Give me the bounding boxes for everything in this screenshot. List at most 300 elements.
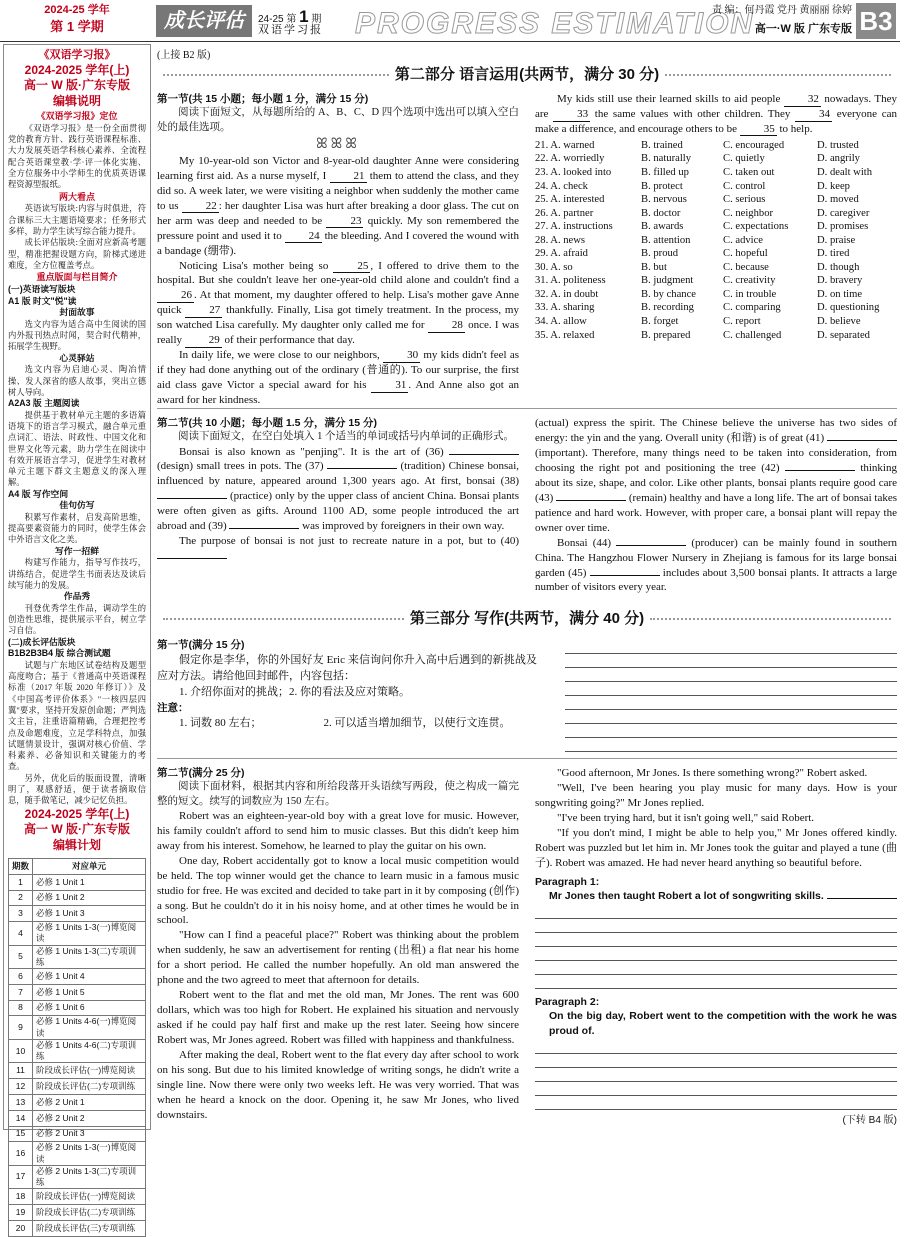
table-row — [9, 1126, 146, 1142]
option-25-d[interactable]: D. moved — [817, 194, 859, 206]
answer-line[interactable] — [565, 738, 897, 752]
option-31-a[interactable]: 31. A. politeness — [535, 275, 606, 287]
highlights-heading: 两大看点 — [58, 191, 95, 202]
option-31-b[interactable]: B. judgment — [641, 275, 694, 287]
highlight-2: 成长评估版块:全面对应新高考题型，精准把握设题方向，阶梯式递进难度，全方位覆盖考点。 — [8, 238, 146, 270]
plan-unit: 必修 1 Unit 5 — [33, 984, 146, 1000]
cloze-blank-23: 23 — [326, 216, 363, 229]
bonsai-text: (design) small trees in pots. The (37) — [157, 460, 327, 473]
cloze-blank-29: 29 — [185, 335, 222, 348]
table-row — [9, 1079, 146, 1095]
option-23-d[interactable]: D. dealt with — [817, 166, 873, 178]
table-row — [9, 1094, 146, 1110]
answer-line[interactable] — [535, 905, 897, 919]
option-26-d[interactable]: D. caregiver — [817, 207, 870, 219]
answer-line[interactable] — [535, 1040, 897, 1054]
plan-issue-number: 6 — [9, 969, 33, 985]
main-content — [157, 46, 897, 1130]
continued-from: (上接 B2 版) — [157, 50, 211, 61]
plan-issue-number: 3 — [9, 906, 33, 922]
table-row — [9, 1205, 146, 1221]
plan-unit: 必修 1 Units 1-3(二)专项训练 — [33, 945, 146, 968]
bonsai-text: (important). Therefore, many things need to be taken into consideration, from choosing the right pot and positioning the tree (42) — [535, 446, 897, 474]
writing2-instructions: 阅读下面材料，根据其内容和所给段落开头语续写两段，使之构成一篇完整的短文。续写的词数应为 150 左右。 — [157, 781, 519, 807]
cloze-blank-30: 30 — [383, 350, 420, 363]
option-24-c[interactable]: C. control — [723, 180, 766, 192]
plan-unit: 必修 2 Units 1-3(一)博览阅读 — [33, 1142, 146, 1165]
plan-issue-number: 12 — [9, 1079, 33, 1095]
bonsai-paragraph-3 — [535, 536, 897, 596]
plan-edition: 高一 W 版·广东专版 — [24, 822, 130, 837]
option-24-a[interactable]: 24. A. check — [535, 180, 588, 192]
writing1-instructions: 假定你是李华，你的外国好友 Eric 来信询问你升入高中后遇到的新挑战及应对方法。请给他回封邮件，内容包括： — [157, 654, 537, 683]
category-2: (二)成长评估版块 — [8, 636, 76, 647]
b-text-2: 另外，优化后的版面设置，清晰明了，观感舒适，便于读者摘取信息，随手做笔记，减少记忆负担。 — [8, 773, 146, 806]
writing1-notes — [157, 716, 537, 732]
plan-issue-number: 15 — [9, 1126, 33, 1142]
cloze-blank-31: 31 — [371, 380, 408, 393]
table-row — [9, 1016, 146, 1039]
table-header-row — [9, 859, 146, 875]
answer-line[interactable] — [535, 1054, 897, 1068]
plan-unit: 阶段成长评估(二)专项训练 — [33, 1079, 146, 1095]
option-27-c[interactable]: C. expectations — [723, 221, 789, 233]
plan-issue-number: 16 — [9, 1142, 33, 1165]
a1-column: 封面故事 — [59, 307, 95, 318]
cloze-blank-28: 28 — [428, 320, 465, 333]
plan-unit: 必修 1 Units 4-6(一)博览阅读 — [33, 1016, 146, 1039]
bonsai-text: Bonsai is also known as "penjing". It is the art of (36) — [179, 445, 449, 458]
cloze-blank-32: 32 — [784, 94, 821, 107]
plan-issue-number: 8 — [9, 1000, 33, 1016]
cloze-blank-27: 27 — [185, 305, 222, 318]
answer-line[interactable] — [827, 898, 897, 899]
option-33-a[interactable]: 33. A. sharing — [535, 302, 595, 314]
paragraph2-start — [535, 1009, 897, 1038]
grammar-right-column — [535, 416, 897, 595]
story-paragraph: After making the deal, Robert went to the flat every day after school to work on his song. But due to his limited knowledge of writing songs, he didn't write a single line. Now there were only two weeks left. He was very worried. That was when he heard a knock on the door. Opening it, he saw Mr Jones, who lived downstairs. — [157, 1049, 519, 1121]
paragraph1-start-text: Mr Jones then taught Robert a lot of songwriting skills. — [549, 889, 824, 902]
cloze-text: quickly. My son remembered the pressure point and used it to — [157, 214, 519, 242]
option-29-b[interactable]: B. proud — [641, 248, 679, 260]
cloze-text: , I offered to drive them to the hospital. But she couldn't leave her one-year-old child alone and couldn't find a — [157, 259, 519, 287]
paragraph1-label: Paragraph 1: — [535, 875, 600, 888]
cloze-text: Noticing Lisa's mother being so — [179, 259, 334, 272]
option-27-a[interactable]: 27. A. instructions — [535, 221, 613, 233]
answer-line[interactable] — [535, 919, 897, 933]
cloze-text: . And Anne also got an award for her kindness. — [157, 379, 519, 407]
option-22-d[interactable]: D. angrily — [817, 153, 860, 165]
option-33-b[interactable]: B. recording — [641, 302, 694, 314]
blank-43[interactable] — [556, 500, 626, 501]
banner-wave-right — [650, 618, 891, 620]
cloze-right-column — [535, 92, 897, 342]
writing1-note-1: 1. 词数 80 左右； — [179, 717, 262, 730]
cloze-blank-35: 35 — [740, 124, 777, 137]
blank-45[interactable] — [590, 575, 660, 576]
option-21-c[interactable]: C. encouraged — [723, 139, 785, 151]
blank-44[interactable] — [616, 545, 686, 546]
highlight-1: 英语读写版块:内容与时俱进，符合课标三大主题语境要求；任务形式多样，助力学生读写综合能力提升。 — [8, 204, 146, 236]
option-31-c[interactable]: C. creativity — [723, 275, 776, 287]
plan-unit: 必修 2 Unit 2 — [33, 1110, 146, 1126]
banner-wave-right — [665, 74, 891, 76]
answer-line[interactable] — [535, 933, 897, 947]
table-row — [9, 984, 146, 1000]
sidebar-year: 2024-2025 学年(上) — [24, 62, 130, 77]
section2-instructions: 阅读下面短文，在空白处填入 1 个适当的单词或括号内单词的正确形式。 — [178, 431, 514, 443]
a4-text-3: 刊登优秀学生作品，调动学生的创造性思维，提供展示平台，树立学习自信。 — [8, 603, 146, 636]
bonsai-text: includes about 3,500 bonsai plants. It attracts a large number of visitors every year. — [535, 566, 897, 594]
option-32-b[interactable]: B. by chance — [641, 288, 697, 300]
header-left-title — [4, 3, 150, 35]
option-26-c[interactable]: C. neighbor — [723, 207, 774, 219]
blank-42[interactable] — [785, 470, 855, 471]
plan-issue-number: 1 — [9, 874, 33, 890]
table-row — [9, 1220, 146, 1236]
cloze-text: the bleeding. And I covered the wound with a bandage (绷带). — [157, 229, 519, 257]
section2-heading: 第二节(共 10 小题；每小题 1.5 分，满分 15 分) — [157, 417, 377, 429]
option-29-a[interactable]: 29. A. afraid — [535, 248, 588, 260]
option-25-b[interactable]: B. nervous — [641, 194, 687, 206]
writing-1-prompt — [157, 638, 537, 732]
part2-banner — [157, 64, 897, 86]
option-35-b[interactable]: B. prepared — [641, 329, 691, 341]
a1-text: 选文内容为适合高中生阅读的国内外报刊热点时闻，契合时代精神，拓展学生视野。 — [8, 319, 146, 352]
a4-column-1: 佳句仿写 — [59, 500, 95, 511]
option-22-c[interactable]: C. quietly — [723, 153, 765, 165]
plan-unit: 必修 1 Unit 3 — [33, 906, 146, 922]
bonsai-text: (actual) express the spirit. The Chinese believe the universe has two sides of energy: the yin and the yang. Overall unity (和谐) is of great (41) — [535, 417, 897, 444]
option-26-a[interactable]: 26. A. partner — [535, 207, 594, 219]
bonsai-paragraph-1 — [157, 445, 519, 535]
plan-unit: 必修 2 Units 1-3(二)专项训练 — [33, 1165, 146, 1188]
answer-line[interactable] — [535, 1082, 897, 1096]
option-24-b[interactable]: B. protect — [641, 180, 683, 192]
writing1-note-2: 2. 可以适当增加细节，以使行文连贯。 — [323, 717, 511, 730]
blank-40[interactable] — [157, 558, 227, 559]
bonsai-text: (tradition) Chinese bonsai, influenced by nature, appeared around 1,300 years ago. At first, bonsai (38) — [157, 460, 519, 488]
cloze-options — [535, 139, 897, 342]
answer-line[interactable] — [565, 696, 897, 710]
option-25-a[interactable]: 25. A. interested — [535, 194, 605, 206]
table-row — [9, 922, 146, 945]
option-34-c[interactable]: C. report — [723, 315, 761, 327]
plan-unit: 必修 1 Unit 6 — [33, 1000, 146, 1016]
table-row — [9, 1110, 146, 1126]
section1-instructions: 阅读下面短文，从每题所给的 A、B、C、D 四个选项中选出可以填入空白处的最佳选项。 — [157, 107, 519, 133]
bonsai-text: The purpose of bonsai is not just to recreate nature in a pot, but to (40) — [179, 535, 519, 548]
issue-prefix: 24-25 — [258, 14, 284, 25]
option-35-d[interactable]: D. separated — [817, 329, 870, 341]
cloze-text: to help. — [776, 122, 813, 135]
header-watermark: PROGRESS ESTIMATION — [355, 7, 755, 40]
option-21-d[interactable]: D. trusted — [817, 139, 859, 151]
cloze-text: of their performance that day. — [221, 334, 355, 347]
b-label: B1B2B3B4 版 综合测试题 — [8, 648, 111, 659]
columns-heading: 重点版面与栏目简介 — [36, 272, 118, 283]
option-35-c[interactable]: C. challenged — [723, 329, 782, 341]
bonsai-text: was improved by foreigners in their own way. — [299, 520, 505, 533]
option-29-c[interactable]: C. hopeful — [723, 248, 768, 260]
story-paragraph: Robert was an eighteen-year-old boy with a great love for music. However, his family couldn't afford to send him to music classes. But this didn't keep him away from his interest. Somehow, he learned to play the guitar on his own. — [157, 809, 519, 852]
table-row — [9, 890, 146, 906]
option-33-d[interactable]: D. questioning — [817, 302, 880, 314]
edition-label: 高一·W 版 广东专版 — [754, 23, 852, 35]
writing2-left-column — [157, 766, 519, 1123]
writing2-right-column — [535, 766, 897, 1128]
option-23-c[interactable]: C. taken out — [723, 166, 775, 178]
plan-issue-number: 17 — [9, 1165, 33, 1188]
answer-line[interactable] — [565, 654, 897, 668]
a4-text-1: 积累写作素材，启发高阶思维，提高要素资能力的同时，使学生体会中外语言文化之美。 — [8, 512, 146, 545]
bonsai-text: (remain) healthy and have a long life. The art of bonsai takes patience and hard work. However, with proper care, a bonsai plant will repay the owner over time. — [535, 491, 897, 534]
table-row — [9, 945, 146, 968]
story-paragraph: "Well, I've been hearing you play music for many days. How is your songwriting going?" Mr Jones replied. — [535, 781, 897, 809]
plan-unit: 阶段成长评估(二)专项训练 — [33, 1205, 146, 1221]
cloze-paragraph-4 — [535, 92, 897, 137]
sidebar-edition: 高一 W 版·广东专版 — [24, 78, 130, 93]
edit-plan-table — [8, 858, 146, 1237]
page-header — [0, 0, 900, 42]
paragraph2-start-text: On the big day, Robert went to the competition with the work he was proud of. — [549, 1010, 897, 1037]
option-30-c[interactable]: C. because — [723, 261, 769, 273]
plan-unit: 必修 1 Unit 2 — [33, 890, 146, 906]
editors-line: 责 编：何丹霞 党丹 黄丽丽 徐婷 — [712, 5, 852, 16]
answer-line[interactable] — [565, 710, 897, 724]
blank-41[interactable] — [827, 440, 897, 441]
table-row — [9, 969, 146, 985]
table-row — [9, 1142, 146, 1165]
option-27-d[interactable]: D. promises — [817, 221, 869, 233]
writing2-heading: 第二节(满分 25 分) — [157, 767, 245, 779]
option-34-d[interactable]: D. believe — [817, 315, 861, 327]
paragraph1-lines[interactable] — [535, 905, 897, 989]
brand-logo: 成长评估 — [156, 5, 252, 37]
plan-unit: 必修 1 Unit 4 — [33, 969, 146, 985]
table-row — [9, 874, 146, 890]
a2-text: 提供基于教材单元主题的多语篇语境下的语言学习模式，融合单元重点词汇、语法、时政性、中国文化和世界文化等元素，助力学生在阅读中有效开展语言学习，促进学生对教材单元主题下群文主题意义的深入理解。 — [8, 410, 146, 488]
option-25-c[interactable]: C. serious — [723, 194, 766, 206]
plan-unit: 阶段成长评估(一)博览阅读 — [33, 1189, 146, 1205]
bonsai-text: (practice) only by the upper class of ancient China. Bonsai plants were often given as gifts. Around 1100 AD, some people introduced the art abroad and (39) — [157, 490, 519, 533]
plan-title: 编辑计划 — [52, 838, 101, 853]
option-35-a[interactable]: 35. A. relaxed — [535, 329, 595, 341]
blank-39[interactable] — [229, 528, 299, 529]
answer-line[interactable] — [535, 947, 897, 961]
divider — [157, 758, 897, 759]
answer-line[interactable] — [535, 961, 897, 975]
issue-num: 1 — [299, 7, 309, 26]
plan-issue-number: 11 — [9, 1063, 33, 1079]
bonsai-text: thinking about its size, shape, and color. Like other plants, bonsai plants require good care (43) — [535, 461, 897, 504]
cloze-paragraph-2 — [157, 259, 519, 349]
cloze-blank-34: 34 — [795, 109, 832, 122]
option-32-c[interactable]: C. in trouble — [723, 288, 777, 300]
story-paragraph: "I've been trying hard, but it isn't going well," said Robert. — [557, 811, 815, 824]
table-row — [9, 1039, 146, 1062]
answer-line[interactable] — [535, 1096, 897, 1110]
option-23-b[interactable]: B. filled up — [641, 166, 689, 178]
paper-name: 双语学习报 — [258, 24, 323, 36]
option-28-b[interactable]: B. attention — [641, 234, 691, 246]
page-tag: B3 — [856, 3, 896, 39]
option-31-d[interactable]: D. bravery — [817, 275, 863, 287]
blank-37[interactable] — [327, 468, 397, 469]
option-28-d[interactable]: D. praise — [817, 234, 856, 246]
plan-issue-number: 14 — [9, 1110, 33, 1126]
cloze-blank-21: 21 — [330, 171, 367, 184]
story-right — [535, 766, 897, 871]
header-left-line1: 2024-25 学年 — [44, 4, 110, 16]
option-23-a[interactable]: 23. A. looked into — [535, 166, 612, 178]
cloze-text: thankfully. Finally, Lisa got timely treatment. In the process, my son watched Lisa carefully. My daughter only called me for — [157, 304, 519, 332]
sidebar-subtitle: 编辑说明 — [52, 94, 101, 109]
plan-unit: 阶段成长评估(三)专项训练 — [33, 1220, 146, 1236]
grammar-left-column — [157, 416, 519, 564]
option-33-c[interactable]: C. comparing — [723, 302, 781, 314]
answer-line[interactable] — [565, 682, 897, 696]
option-32-a[interactable]: 32. A. in doubt — [535, 288, 599, 300]
option-30-b[interactable]: B. but — [641, 261, 667, 273]
continued-to: (下转 B4 版) — [842, 1115, 897, 1126]
story-paragraph: "If you don't mind, I might be able to help you," Mr Jones offered kindly. Robert was puzzled but let him in. Mr Jones took the guitar and played a tune (曲子). Robert was amazed. He had never heard anything so beautiful before. — [535, 826, 897, 869]
plan-issue-number: 2 — [9, 890, 33, 906]
bonsai-paragraph-2b — [535, 416, 897, 536]
story-paragraph: "Good afternoon, Mr Jones. Is there something wrong?" Robert asked. — [557, 767, 868, 779]
plan-issue-number: 13 — [9, 1094, 33, 1110]
a1-label: A1 版 时文"悦"读 — [8, 295, 77, 306]
option-34-a[interactable]: 34. A. allow — [535, 315, 587, 327]
paragraph1-start — [535, 889, 897, 903]
bonsai-paragraph-2a — [157, 534, 519, 564]
blank-36[interactable] — [449, 454, 519, 455]
cloze-text: My 10-year-old son Victor and 8-year-old daughter Anne were considering learning first aid. As a nurse myself, I — [157, 154, 519, 182]
plan-unit: 必修 2 Unit 3 — [33, 1126, 146, 1142]
plan-year: 2024-2025 学年(上) — [24, 806, 130, 821]
plan-unit: 必修 2 Unit 1 — [33, 1094, 146, 1110]
issue-mid: 第 — [286, 14, 297, 25]
decoration-icon: ꕤꕤꕤ — [316, 135, 360, 152]
cloze-paragraph-3 — [157, 348, 519, 408]
cloze-text: once. I was really — [157, 319, 519, 347]
option-34-b[interactable]: B. forget — [641, 315, 679, 327]
sidebar — [3, 44, 151, 1233]
positioning-text: 《双语学习报》是一份全面贯彻党的教育方针、践行英语课程标准、大力发展英语学科核心素养、全流程配合英语课堂教·学·评一体化实施、全方位服务中小学师生的优质英语课程资源型报纸。 — [8, 123, 146, 190]
option-30-d[interactable]: D. though — [817, 261, 860, 273]
a1-text-2: 选文内容为启迪心灵、陶冶情操、发人深省的感人故事，突出立德树人导向。 — [8, 365, 146, 397]
cloze-text: everyone can make a difference, and encourage others to be — [535, 107, 897, 135]
bonsai-text: (producer) can be mainly found in southern China. The Hangzhou Flower Nursery in Zhejiang is famous for its large bonsai garden (45) — [535, 536, 898, 579]
answer-line[interactable] — [535, 1068, 897, 1082]
plan-issue-number: 20 — [9, 1220, 33, 1236]
option-24-d[interactable]: D. keep — [817, 180, 850, 192]
cloze-blank-25: 25 — [333, 261, 370, 274]
option-32-d[interactable]: D. on time — [817, 288, 863, 300]
story-paragraph: One day, Robert accidentally got to know a local music competition would be held. The top winner would get the chance to learn music in a famous music studio for free. He was excited and decided to take part in it by composing (创作) a song. But he couldn't do it in his noisy home, and at other times he would be in school. — [157, 854, 519, 927]
option-28-a[interactable]: 28. A. news — [535, 234, 586, 246]
cloze-text: the same values with other children. They — [590, 107, 796, 120]
plan-issue-number: 10 — [9, 1039, 33, 1062]
cloze-text: them to attend the class, and they did so. A week later, we were visiting a neighbor when suddenly the mother came to us — [157, 169, 519, 212]
table-header-issue: 期数 — [9, 859, 33, 875]
option-21-b[interactable]: B. trained — [641, 139, 683, 151]
part3-banner — [157, 608, 897, 630]
plan-unit: 阶段成长评估(一)博览阅读 — [33, 1063, 146, 1079]
cloze-blank-24: 24 — [285, 231, 322, 244]
table-row — [9, 1000, 146, 1016]
option-29-d[interactable]: D. tired — [817, 248, 850, 260]
option-22-b[interactable]: B. naturally — [641, 153, 692, 165]
answer-line[interactable] — [565, 724, 897, 738]
paragraph2-lines[interactable] — [535, 1040, 897, 1110]
a1-column-2: 心灵驿站 — [59, 352, 95, 363]
a4-column-3: 作品秀 — [63, 591, 91, 602]
option-26-b[interactable]: B. doctor — [641, 207, 681, 219]
answer-line[interactable] — [535, 975, 897, 989]
sidebar-title: 《双语学习报》 — [38, 49, 116, 61]
option-21-a[interactable]: 21. A. warned — [535, 139, 595, 151]
a2-label: A2A3 版 主题阅读 — [8, 398, 80, 409]
story-paragraph: "How can I find a peaceful place?" Robert was thinking about the problem when suddenly, he saw an advertisement for renting (出租) a flat near his home for a short period. He called the number hopefully. An old man answered the phone and the two agreed to meet that afternoon for details. — [157, 929, 519, 987]
writing1-heading: 第一节(满分 15 分) — [157, 639, 245, 651]
table-row — [9, 906, 146, 922]
plan-issue-number: 19 — [9, 1205, 33, 1221]
cloze-text: my kids didn't feel as if they had done anything out of the ordinary (普通的). To our surprise, the first aid class gave Victor a special award for his — [157, 349, 519, 392]
option-28-c[interactable]: C. advice — [723, 234, 764, 246]
cloze-paragraph-1 — [157, 154, 519, 259]
cloze-left-column — [157, 92, 519, 408]
cloze-blank-33: 33 — [553, 109, 590, 122]
a4-column-2: 写作一招鲜 — [55, 545, 99, 556]
plan-issue-number: 18 — [9, 1189, 33, 1205]
a4-label: A4 版 写作空间 — [8, 488, 69, 499]
answer-line[interactable] — [565, 668, 897, 682]
plan-issue-number: 9 — [9, 1016, 33, 1039]
banner-wave-left — [163, 74, 389, 76]
bonsai-text: Bonsai (44) — [557, 536, 617, 549]
positioning-heading: 《双语学习报》定位 — [36, 111, 118, 121]
option-30-a[interactable]: 30. A. so — [535, 261, 573, 273]
plan-unit: 必修 1 Unit 1 — [33, 874, 146, 890]
writing1-note-label: 注意： — [157, 702, 189, 715]
answer-line[interactable] — [565, 640, 897, 654]
category-1: (一)英语读写版块 — [8, 284, 76, 294]
cloze-text: In daily life, we were close to our neighbors, — [179, 349, 384, 362]
plan-issue-number: 5 — [9, 945, 33, 968]
part2-title: 第二部分 语言运用(共两节，满分 30 分) — [394, 66, 660, 84]
b-text: 试题与广东地区试卷结构及题型高度吻合；基于《普通高中英语课程标准（2017 年版 2020 年修订）》及《中国高考评价体系》"一核四层四翼"要求，坚持开发原创命题；严判选文主旨，注重语篇精确，合理把控考点及命题难度，立足学科特点，加强试题情景设计，强调对核心价值、学科素养、必备知识和关键能力的考查。 — [8, 660, 146, 772]
header-left-line2: 第 1 学期 — [50, 18, 104, 34]
cloze-text: : her daughter Lisa was hurt after breaking a door glass. The cut on her arm was deep and needed to be — [157, 199, 519, 227]
section1-heading: 第一节(共 15 小题；每小题 1 分，满分 15 分) — [157, 93, 369, 105]
table-row — [9, 1189, 146, 1205]
writing1-answer-area[interactable] — [565, 640, 897, 752]
part3-title: 第三部分 写作(共两节，满分 40 分) — [409, 610, 645, 628]
option-27-b[interactable]: B. awards — [641, 221, 684, 233]
story-left — [157, 809, 519, 1123]
plan-unit: 必修 1 Units 1-3(一)博览阅读 — [33, 922, 146, 945]
option-22-a[interactable]: 22. A. worriedly — [535, 153, 605, 165]
cloze-text: nowadays. They are — [535, 93, 897, 120]
table-header-unit: 对应单元 — [33, 859, 146, 875]
banner-wave-left — [163, 618, 404, 620]
blank-38[interactable] — [157, 498, 227, 499]
table-row — [9, 1165, 146, 1188]
plan-issue-number: 4 — [9, 922, 33, 945]
issue-suffix: 期 — [311, 14, 322, 25]
plan-issue-number: 7 — [9, 984, 33, 1000]
